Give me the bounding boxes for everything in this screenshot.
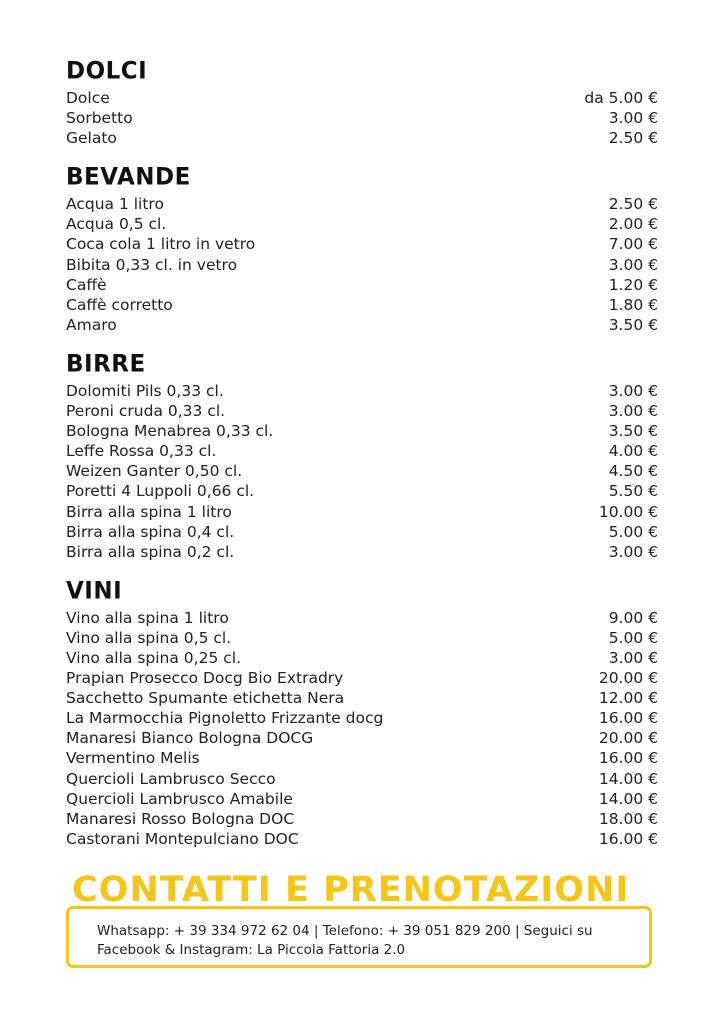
contact-box [66,906,652,968]
item-price: 16.00 € [598,749,658,768]
item-name: Amaro [66,315,117,334]
item-price: 18.00 € [598,809,658,828]
item-price: 3.00 € [608,542,658,561]
item-name: La Marmocchia Pignoletto Frizzante docg [66,709,384,728]
item-price: 3.00 € [608,381,658,400]
menu-item [66,648,658,668]
item-name: Manaresi Rosso Bologna DOC [66,809,295,828]
contact-line-2: Facebook & Instagram: La Piccola Fattoria 2.0 [97,942,406,958]
item-price: da 5.00 € [584,89,658,107]
item-price: 7.00 € [608,235,658,254]
menu-item [66,295,658,315]
menu-item [66,255,658,275]
item-price: 2.50 € [608,195,658,214]
item-name: Acqua 0,5 cl. [66,215,167,234]
item-name: Prapian Prosecco Docg Bio Extradry [66,669,344,688]
item-price: 3.50 € [608,422,658,441]
item-price: 5.00 € [608,628,658,647]
menu-item [66,728,658,748]
item-price: 3.00 € [608,402,658,421]
item-price: 14.00 € [598,769,658,788]
menu [66,56,658,863]
section-title: BEVANDE [66,163,191,191]
item-name: Vino alla spina 1 litro [66,608,229,627]
item-name: Sorbetto [66,109,133,128]
menu-item [66,789,658,809]
item-price: 3.00 € [608,255,658,274]
menu-item [66,421,658,441]
item-name: Vermentino Melis [66,749,200,768]
item-price: 2.50 € [608,129,658,148]
menu-item [66,748,658,768]
item-price: 5.50 € [608,482,658,501]
item-price: 4.50 € [608,462,658,481]
item-price: 12.00 € [598,689,658,708]
menu-item [66,769,658,789]
section-title: DOLCI [66,57,148,85]
item-price: 20.00 € [598,669,658,688]
item-name: Manaresi Bianco Bologna DOCG [66,729,314,748]
item-name: Birra alla spina 1 litro [66,502,232,521]
item-name: Weizen Ganter 0,50 cl. [66,462,243,481]
section-vini [66,576,658,849]
item-name: Quercioli Lambrusco Secco [66,769,276,788]
item-name: Birra alla spina 0,4 cl. [66,522,235,541]
item-name: Leffe Rossa 0,33 cl. [66,442,217,461]
item-name: Birra alla spina 0,2 cl. [66,542,235,561]
menu-item [66,234,658,254]
section-dolci [66,56,658,148]
section-title: BIRRE [66,350,146,378]
menu-item [66,829,658,849]
menu-item [66,461,658,481]
item-price: 4.00 € [608,442,658,461]
menu-item [66,809,658,829]
menu-item [66,688,658,708]
item-price: 3.00 € [608,648,658,667]
menu-item [66,194,658,214]
menu-item [66,522,658,542]
item-name: Peroni cruda 0,33 cl. [66,402,226,421]
item-price: 10.00 € [598,502,658,521]
item-name: Bibita 0,33 cl. in vetro [66,255,238,274]
menu-item [66,88,658,108]
item-name: Bologna Menabrea 0,33 cl. [66,422,274,441]
menu-item [66,401,658,421]
item-price: 2.00 € [608,215,658,234]
item-name: Acqua 1 litro [66,195,164,214]
item-name: Quercioli Lambrusco Amabile [66,789,293,808]
section-birre [66,349,658,562]
item-name: Poretti 4 Luppoli 0,66 cl. [66,482,255,501]
menu-item [66,214,658,234]
item-name: Vino alla spina 0,5 cl. [66,628,232,647]
menu-item [66,628,658,648]
section-title: VINI [66,577,123,605]
contact-title: CONTATTI E PRENOTAZIONI [72,870,630,910]
item-price: 16.00 € [598,709,658,728]
item-price: 14.00 € [598,789,658,808]
item-price: 3.50 € [608,315,658,334]
item-price: 1.80 € [608,295,658,314]
item-price: 9.00 € [608,608,658,627]
menu-item [66,315,658,335]
item-name: Castorani Montepulciano DOC [66,829,299,848]
menu-item [66,608,658,628]
menu-item [66,108,658,128]
item-name: Sacchetto Spumante etichetta Nera [66,689,345,708]
item-price: 20.00 € [598,729,658,748]
item-name: Caffè corretto [66,295,173,314]
menu-item [66,502,658,522]
item-name: Coca cola 1 litro in vetro [66,235,256,254]
item-name: Vino alla spina 0,25 cl. [66,648,242,667]
item-name: Dolce [66,89,110,107]
item-name: Dolomiti Pils 0,33 cl. [66,381,224,400]
item-name: Caffè [66,275,107,294]
menu-item [66,381,658,401]
menu-item [66,668,658,688]
item-name: Gelato [66,129,117,148]
section-bevande [66,162,658,335]
menu-item [66,542,658,562]
contact-line-1: Whatsapp: + 39 334 972 62 04 | Telefono: + 39 051 829 200 | Seguici su [97,923,593,939]
item-price: 5.00 € [608,522,658,541]
menu-item [66,275,658,295]
menu-item [66,441,658,461]
item-price: 3.00 € [608,109,658,128]
menu-item [66,708,658,728]
item-price: 1.20 € [608,275,658,294]
menu-item [66,128,658,148]
item-price: 16.00 € [598,829,658,848]
menu-item [66,481,658,501]
